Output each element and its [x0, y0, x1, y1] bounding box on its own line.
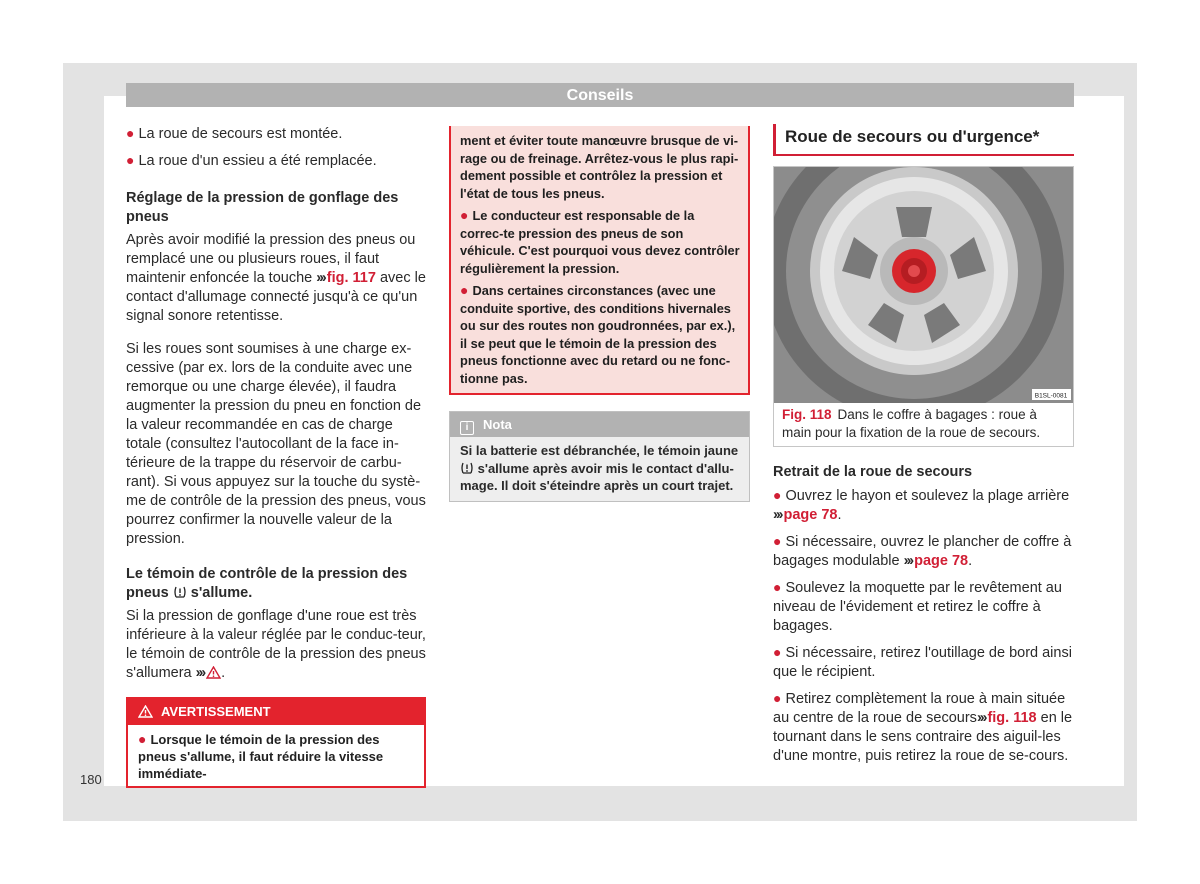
spare-wheel-illustration: [774, 167, 1073, 403]
step-item: ● Soulevez la moquette par le revêtement au niveau de l'évidement et retirez le coffre à bagages.: [773, 579, 1062, 634]
paragraph: Après avoir modifié la pression des pneus ou remplacé une ou plusieurs roues, il faut maintenir enfoncée la touche ››› fig. 117 avec le contact d'allumage connecté jusqu'à ce qu'un signal sonore retentisse.: [126, 232, 426, 324]
step-item: ● Si nécessaire, ouvrez le plancher de coffre à bagages modulable ››› page 78.: [773, 533, 1072, 569]
chevron-icon: ›››: [903, 553, 913, 569]
bullet-icon: ●: [460, 207, 469, 223]
right-column: [773, 124, 1074, 773]
warning-text: ● Dans certaines circonstances (avec une conduite sportive, des conditions hivernales ou sur des routes non goudronnées, par ex.), il se peut que le témoin de la pression des pneus fonctionne avec du retard ou ne fonc-tionne pas.: [460, 282, 736, 386]
note-body: Si la batterie est débranchée, le témoin jaune s'allume après avoir mis le contact d'allu-mage. Il doit s'éteindre après un court trajet.: [450, 437, 749, 501]
middle-column: [449, 126, 750, 502]
note-header: i Nota: [450, 412, 749, 437]
warning-text: ment et éviter toute manœuvre brusque de vi-rage ou de freinage. Arrêtez-vous le plus rapi-dement possible et contrôlez la pression et l'état de tous les pneus.: [460, 133, 739, 201]
figure-link[interactable]: fig. 118: [987, 710, 1037, 726]
figure: [773, 166, 1074, 447]
bullet-icon: ●: [773, 644, 782, 660]
warning-continuation: [449, 126, 750, 395]
step-item: ● Si nécessaire, retirez l'outillage de bord ainsi que le récipient.: [773, 644, 1072, 680]
page-number: 180: [80, 772, 102, 787]
step-item: ● Ouvrez le hayon et soulevez la plage arrière ››› page 78.: [773, 487, 1070, 523]
subheading-warning-light: Le témoin de contrôle de la pression des pneus s'allume.: [126, 566, 408, 601]
warning-body: ● Lorsque le témoin de la pression des pneus s'allume, il faut réduire la vitesse immédiate-: [138, 731, 384, 781]
paragraph: Si les roues sont soumises à une charge ex-cessive (par ex. lors de la conduite avec une remorque ou une charge élevée), il faudra augmenter la pression du pneu en fonction de la valeur recommandée en cas de charge totale (consultez l'autocollant de la face in-térieure de la trappe du réservoir de carbu-rant). Si vous appuyez sur la touche du systè-me de contrôle de la pression des pneus, vous pourrez confirmer la nouvelle valeur de la pression.: [126, 341, 426, 547]
note-box: [449, 411, 750, 502]
warning-text: ● Le conducteur est responsable de la correc-te pression des pneus de son véhicule. C'est pourquoi vous devez contrôler régulièrement la pression.: [460, 207, 740, 276]
section-title: Roue de secours ou d'urgence*: [773, 124, 1074, 156]
bullet-icon: ●: [126, 125, 135, 141]
bullet-item: ● La roue d'un essieu a été remplacée.: [126, 152, 377, 169]
subheading-pressure-setting: Réglage de la pression de gonflage des pneus: [126, 190, 399, 225]
chevron-icon: ›››: [195, 665, 205, 681]
figure-link[interactable]: fig. 117: [326, 270, 376, 286]
bullet-icon: ●: [460, 282, 469, 298]
page-link[interactable]: page 78: [914, 553, 969, 569]
chevron-icon: ›››: [976, 710, 986, 726]
figure-caption: Fig. 118 Dans le coffre à bagages : roue à main pour la fixation de la roue de secours.: [782, 407, 1041, 440]
warning-box: [126, 697, 426, 788]
left-column: [126, 124, 426, 788]
paragraph: Si la pression de gonflage d'une roue est très inférieure à la valeur réglée par le conduc-teur, le témoin de contrôle de la pression des pneus s'allumera ››› .: [126, 608, 426, 681]
warning-header: AVERTISSEMENT: [128, 699, 424, 725]
chevron-icon: ›››: [316, 270, 325, 286]
bullet-icon: ●: [138, 731, 147, 747]
bullet-icon: ●: [773, 487, 782, 503]
page-link[interactable]: page 78: [783, 507, 838, 523]
chevron-icon: ›››: [773, 507, 782, 523]
step-item: ● Retirez complètement la roue à main située au centre de la roue de secours››› fig. 118 en le tournant dans le sens contraire des aiguil-les d'une montre, puis retirez la roue de se-cours.: [773, 690, 1073, 764]
tire-pressure-icon: [460, 461, 474, 475]
subheading-remove-spare: Retrait de la roue de secours: [773, 464, 973, 480]
section-header: Conseils: [126, 83, 1074, 107]
info-icon: i: [460, 421, 474, 435]
bullet-icon: ●: [126, 152, 135, 168]
bullet-icon: ●: [773, 690, 782, 706]
bullet-item: ● La roue de secours est montée.: [126, 125, 343, 142]
warning-triangle-icon: [138, 705, 153, 718]
tire-pressure-icon: [173, 585, 187, 599]
figure-code: B1SL-0081: [1034, 392, 1068, 400]
bullet-icon: ●: [773, 579, 782, 595]
bullet-icon: ●: [773, 533, 782, 549]
warning-triangle-icon: [206, 666, 221, 679]
